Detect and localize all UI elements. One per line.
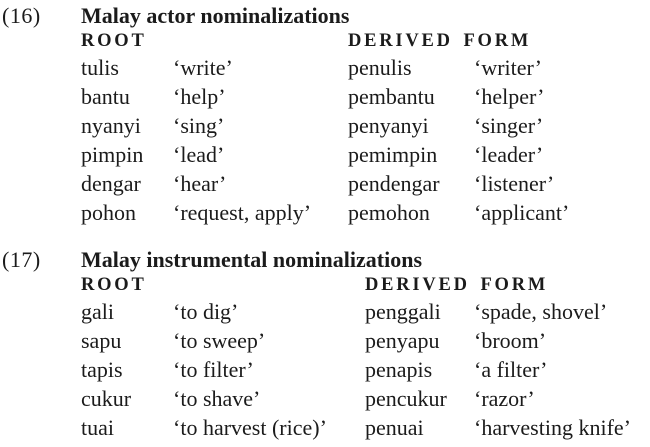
derived-gloss-cell: ‘spade, shovel’ xyxy=(474,299,608,324)
root-gloss-cell: ‘sing’ xyxy=(173,113,225,138)
example-number: (16) xyxy=(2,3,41,28)
derived-gloss-cell: ‘listener’ xyxy=(474,171,555,196)
root-cell: tulis xyxy=(81,55,119,80)
derived-gloss-cell: ‘leader’ xyxy=(474,142,544,167)
root-cell: tapis xyxy=(81,357,123,382)
example-title: Malay actor nominalizations xyxy=(81,3,350,28)
root-cell: pimpin xyxy=(81,142,144,167)
derived-cell: penapis xyxy=(365,357,433,382)
derived-cell: penuai xyxy=(365,415,424,440)
root-cell: bantu xyxy=(81,84,130,109)
derived-gloss-cell: ‘helper’ xyxy=(474,84,545,109)
root-cell: cukur xyxy=(81,386,132,411)
nominalization-table-17 xyxy=(81,273,650,442)
derived-cell: penyapu xyxy=(365,328,440,353)
example-16 xyxy=(0,3,650,227)
root-gloss-cell: ‘write’ xyxy=(173,55,233,80)
root-gloss-cell: ‘hear’ xyxy=(173,171,227,196)
derived-cell: penulis xyxy=(348,55,412,80)
root-gloss-cell: ‘request, apply’ xyxy=(173,200,312,225)
derived-gloss-cell: ‘harvesting knife’ xyxy=(474,415,631,440)
root-cell: gali xyxy=(81,299,114,324)
example-title: Malay instrumental nominalizations xyxy=(81,247,423,272)
derived-gloss-cell: ‘razor’ xyxy=(474,386,535,411)
derived-cell: pendengar xyxy=(348,171,440,196)
example-number: (17) xyxy=(2,247,41,272)
root-cell: nyanyi xyxy=(81,113,141,138)
root-cell: pohon xyxy=(81,200,136,225)
root-gloss-cell: ‘to filter’ xyxy=(173,357,254,382)
root-gloss-cell: ‘to harvest (rice)’ xyxy=(173,415,327,440)
col-header-root: ROOT xyxy=(81,31,147,51)
derived-gloss-cell: ‘singer’ xyxy=(474,113,544,138)
derived-gloss-cell: ‘writer’ xyxy=(474,55,542,80)
col-header-derived: DERIVED FORM xyxy=(365,275,549,295)
derived-gloss-cell: ‘applicant’ xyxy=(474,200,570,225)
root-gloss-cell: ‘to shave’ xyxy=(173,386,261,411)
derived-cell: pembantu xyxy=(348,84,435,109)
root-gloss-cell: ‘lead’ xyxy=(173,142,225,167)
col-header-derived: DERIVED FORM xyxy=(348,31,532,51)
root-cell: dengar xyxy=(81,171,141,196)
derived-cell: pemohon xyxy=(348,200,430,225)
nominalization-table-16 xyxy=(81,29,650,227)
root-cell: sapu xyxy=(81,328,122,353)
col-header-root: ROOT xyxy=(81,275,147,295)
derived-cell: pemimpin xyxy=(348,142,438,167)
root-cell: tuai xyxy=(81,415,114,440)
derived-gloss-cell: ‘broom’ xyxy=(474,328,547,353)
root-gloss-cell: ‘to dig’ xyxy=(173,299,239,324)
derived-cell: penyanyi xyxy=(348,113,429,138)
root-gloss-cell: ‘help’ xyxy=(173,84,226,109)
derived-gloss-cell: ‘a filter’ xyxy=(474,357,548,382)
root-gloss-cell: ‘to sweep’ xyxy=(173,328,266,353)
derived-cell: penggali xyxy=(365,299,441,324)
example-17 xyxy=(0,247,650,442)
derived-cell: pencukur xyxy=(365,386,447,411)
